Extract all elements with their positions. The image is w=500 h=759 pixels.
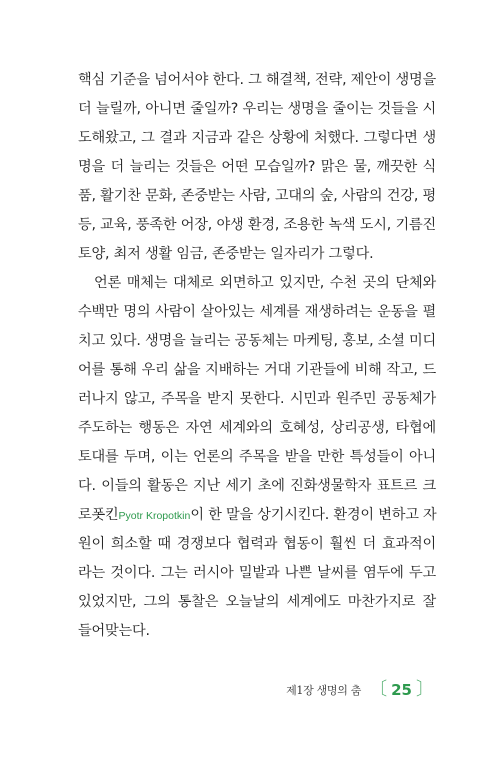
paragraph-1-line-3: 도해왔고, 그 결과 지금과 같은 상황에 처했다. 그렇다면 생 — [78, 130, 436, 146]
kropotkin-after: 이 한 말을 상기시킨다. 환경이 변하고 자 — [190, 507, 437, 523]
paragraph-1-line-5: 품, 활기찬 문화, 존중받는 사람, 고대의 숲, 사람의 건강, 평 — [78, 188, 436, 204]
paragraph-2-line-10: 원이 희소할 때 경쟁보다 협력과 협동이 훨씬 더 효과적이 — [78, 536, 436, 552]
paragraph-2-line-8: 다. 이들의 활동은 지난 세기 초에 진화생물학자 표트르 크 — [78, 478, 436, 494]
paragraph-2-line-2: 수백만 명의 사람이 살아있는 세계를 재생하려는 운동을 펼 — [78, 304, 436, 320]
paragraph-2-line-5: 러나지 않고, 주목을 받지 못한다. 시민과 원주민 공동체가 — [78, 391, 436, 407]
chapter-title: 제1장 생명의 춤 — [286, 684, 362, 697]
page-footer — [286, 678, 434, 702]
paragraph-2-line-1: 언론 매체는 대체로 외면하고 있지만, 수천 곳의 단체와 — [94, 275, 436, 291]
paragraph-2-line-7: 토대를 두며, 이는 언론의 주목을 받을 만한 특성들이 아니 — [78, 449, 436, 465]
paragraph-2-line-13: 들어맞는다. — [78, 623, 150, 639]
paragraph-2-line-6: 주도하는 행동은 자연 세계와의 호혜성, 상리공생, 타협에 — [78, 420, 436, 436]
bracket-open-icon: 〔 — [369, 679, 388, 700]
paragraph-1-line-7: 토양, 최저 생활 임금, 존중받는 일자리가 그렇다. — [78, 246, 374, 262]
paragraph-1-line-4: 명을 더 늘리는 것들은 어떤 모습일까? 맑은 물, 깨끗한 식 — [78, 159, 436, 175]
paragraph-2-line-12: 있었지만, 그의 통찰은 오늘날의 세계에도 마찬가지로 잘 — [78, 594, 436, 610]
paragraph-1-line-6: 등, 교육, 풍족한 어장, 야생 환경, 조용한 녹색 도시, 기름진 — [78, 217, 436, 233]
paragraph-2-line-4: 어를 통해 우리 삶을 지배하는 거대 기관들에 비해 작고, 드 — [78, 362, 436, 378]
paragraph-1-line-1: 핵심 기준을 넘어서야 한다. 그 해결책, 전략, 제안이 생명을 — [78, 72, 437, 88]
kropotkin-latin-name: Pyotr Kropotkin — [118, 510, 191, 522]
paragraph-2-line-3: 치고 있다. 생명을 늘리는 공동체는 마케팅, 홍보, 소셜 미디 — [78, 333, 437, 349]
paragraph-2-line-9 — [78, 501, 436, 530]
body-text — [78, 66, 436, 646]
page-number: 25 — [391, 681, 412, 699]
page-number-group — [369, 681, 434, 699]
paragraph-2-line-11: 라는 것이다. 그는 러시아 밀밭과 나쁜 날씨를 염두에 두고 — [78, 565, 436, 581]
bracket-close-icon: 〕 — [416, 679, 434, 700]
paragraph-1-line-2: 더 늘릴까, 아니면 줄일까? 우리는 생명을 줄이는 것들을 시 — [78, 101, 436, 117]
kropotkin-korean: 로폿킨 — [78, 507, 119, 523]
